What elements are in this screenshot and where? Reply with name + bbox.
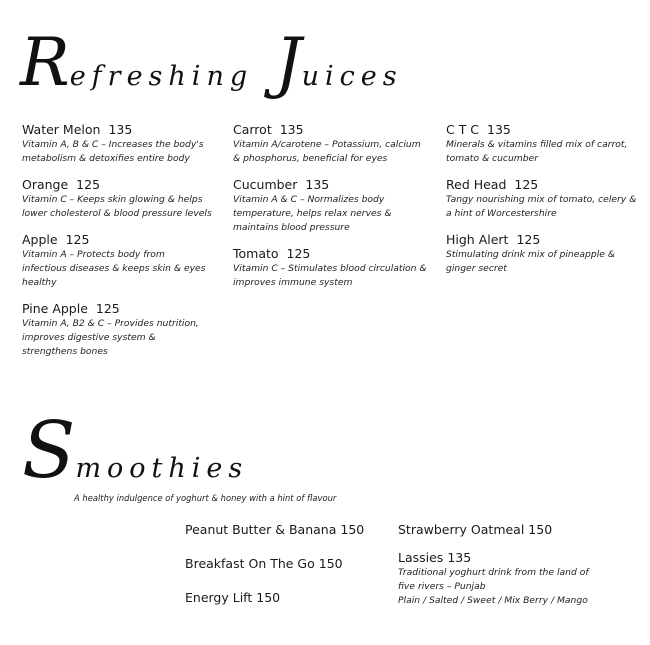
item-name-line — [22, 301, 212, 317]
item-price: 135 — [447, 550, 472, 565]
item-name: Breakfast On The Go — [185, 556, 315, 571]
item-name: Lassies — [398, 550, 444, 565]
item-price: 135 — [108, 122, 133, 137]
juices-column-1 — [22, 122, 212, 370]
item-price: 135 — [487, 122, 511, 137]
menu-item — [22, 232, 212, 290]
item-price: 125 — [514, 177, 539, 192]
item-name-line — [22, 122, 212, 138]
item-description: Traditional yoghurt drink from the land of five rivers – Punjab — [398, 567, 589, 592]
item-name-line — [22, 232, 212, 248]
item-name: Peanut Butter & Banana — [185, 522, 337, 537]
item-name-line — [233, 246, 428, 262]
item-name-line — [185, 590, 385, 606]
menu-item — [233, 177, 428, 235]
menu-item — [446, 122, 641, 166]
item-price: 135 — [279, 122, 304, 137]
item-name: Apple — [22, 232, 58, 247]
item-name: Cucumber — [233, 177, 298, 192]
item-name-line — [233, 122, 428, 138]
menu-item — [446, 232, 641, 276]
menu-item — [233, 246, 428, 290]
item-name-line — [185, 522, 385, 538]
item-name: Orange — [22, 177, 69, 192]
menu-item — [398, 550, 598, 608]
item-name: Pine Apple — [22, 301, 88, 316]
item-name-line — [398, 550, 598, 566]
item-name-line — [446, 232, 641, 248]
item-description: Stimulating drink mix of pineapple & ginger secret — [446, 249, 615, 274]
menu-item — [446, 177, 641, 221]
item-name-line — [185, 556, 385, 572]
item-name-line — [446, 177, 641, 193]
item-name: Water Melon — [22, 122, 101, 137]
item-name-line — [398, 522, 598, 538]
item-price: 125 — [76, 177, 101, 192]
item-price: 125 — [65, 232, 90, 247]
menu-item — [185, 590, 385, 606]
juices-heading-initial-r: R — [20, 24, 70, 101]
item-name-line — [446, 122, 641, 138]
item-price: 150 — [528, 522, 553, 537]
menu-item — [22, 301, 212, 359]
item-description: Tangy nourishing mix of tomato, celery & a hint of Worcestershire — [446, 194, 637, 219]
item-name-line — [233, 177, 428, 193]
juices-heading-word1-rest: efreshing — [69, 61, 254, 92]
item-name: Red Head — [446, 177, 507, 192]
menu-item — [398, 522, 598, 538]
item-description: Minerals & vitamins filled mix of carrot, tomato & cucumber — [446, 139, 628, 164]
menu-item — [185, 556, 385, 572]
item-description: Vitamin C – Stimulates blood circulation & improves immune system — [233, 263, 427, 288]
item-price: 125 — [516, 232, 541, 247]
menu-item — [22, 122, 212, 166]
item-name: C T C — [446, 122, 480, 137]
item-description: Vitamin A & C – Normalizes body temperature, helps relax nerves & maintains blood pressure — [233, 194, 392, 233]
item-price: 125 — [95, 301, 120, 316]
smoothies-heading-rest: moothies — [75, 453, 249, 484]
item-description: Vitamin C – Keeps skin glowing & helps lower cholesterol & blood pressure levels — [22, 194, 212, 219]
smoothies-heading-initial-s: S — [22, 406, 76, 496]
item-name: High Alert — [446, 232, 509, 247]
item-description: Vitamin A, B & C – Increases the body's metabolism & detoxifies entire body — [22, 139, 204, 164]
juices-heading-initial-j: J — [275, 24, 302, 101]
item-name: Energy Lift — [185, 590, 253, 605]
menu-item — [185, 522, 385, 538]
juices-column-2 — [233, 122, 428, 301]
item-description: Vitamin A – Protects body from infectious diseases & keeps skin & eyes healthy — [22, 249, 206, 288]
item-price: 150 — [318, 556, 343, 571]
smoothies-heading — [22, 406, 249, 496]
juices-heading-word2-rest: uices — [301, 61, 403, 92]
menu-item — [22, 177, 212, 221]
smoothies-column-2 — [398, 522, 598, 620]
item-options: Plain / Salted / Sweet / Mix Berry / Mango — [398, 595, 588, 606]
item-description: Vitamin A, B2 & C – Provides nutrition, improves digestive system & strengthens bones — [22, 318, 199, 357]
menu-item — [233, 122, 428, 166]
smoothies-tagline: A healthy indulgence of yoghurt & honey with a hint of flavour — [74, 493, 337, 503]
item-name: Carrot — [233, 122, 272, 137]
item-price: 135 — [305, 177, 330, 192]
juices-heading — [20, 24, 403, 101]
juices-column-3 — [446, 122, 641, 287]
item-price: 150 — [340, 522, 365, 537]
item-name: Tomato — [233, 246, 279, 261]
smoothies-column-1 — [185, 522, 385, 624]
item-name-line — [22, 177, 212, 193]
item-price: 125 — [286, 246, 311, 261]
item-name: Strawberry Oatmeal — [398, 522, 525, 537]
item-price: 150 — [256, 590, 281, 605]
item-description: Vitamin A/carotene – Potassium, calcium & phosphorus, beneficial for eyes — [233, 139, 421, 164]
